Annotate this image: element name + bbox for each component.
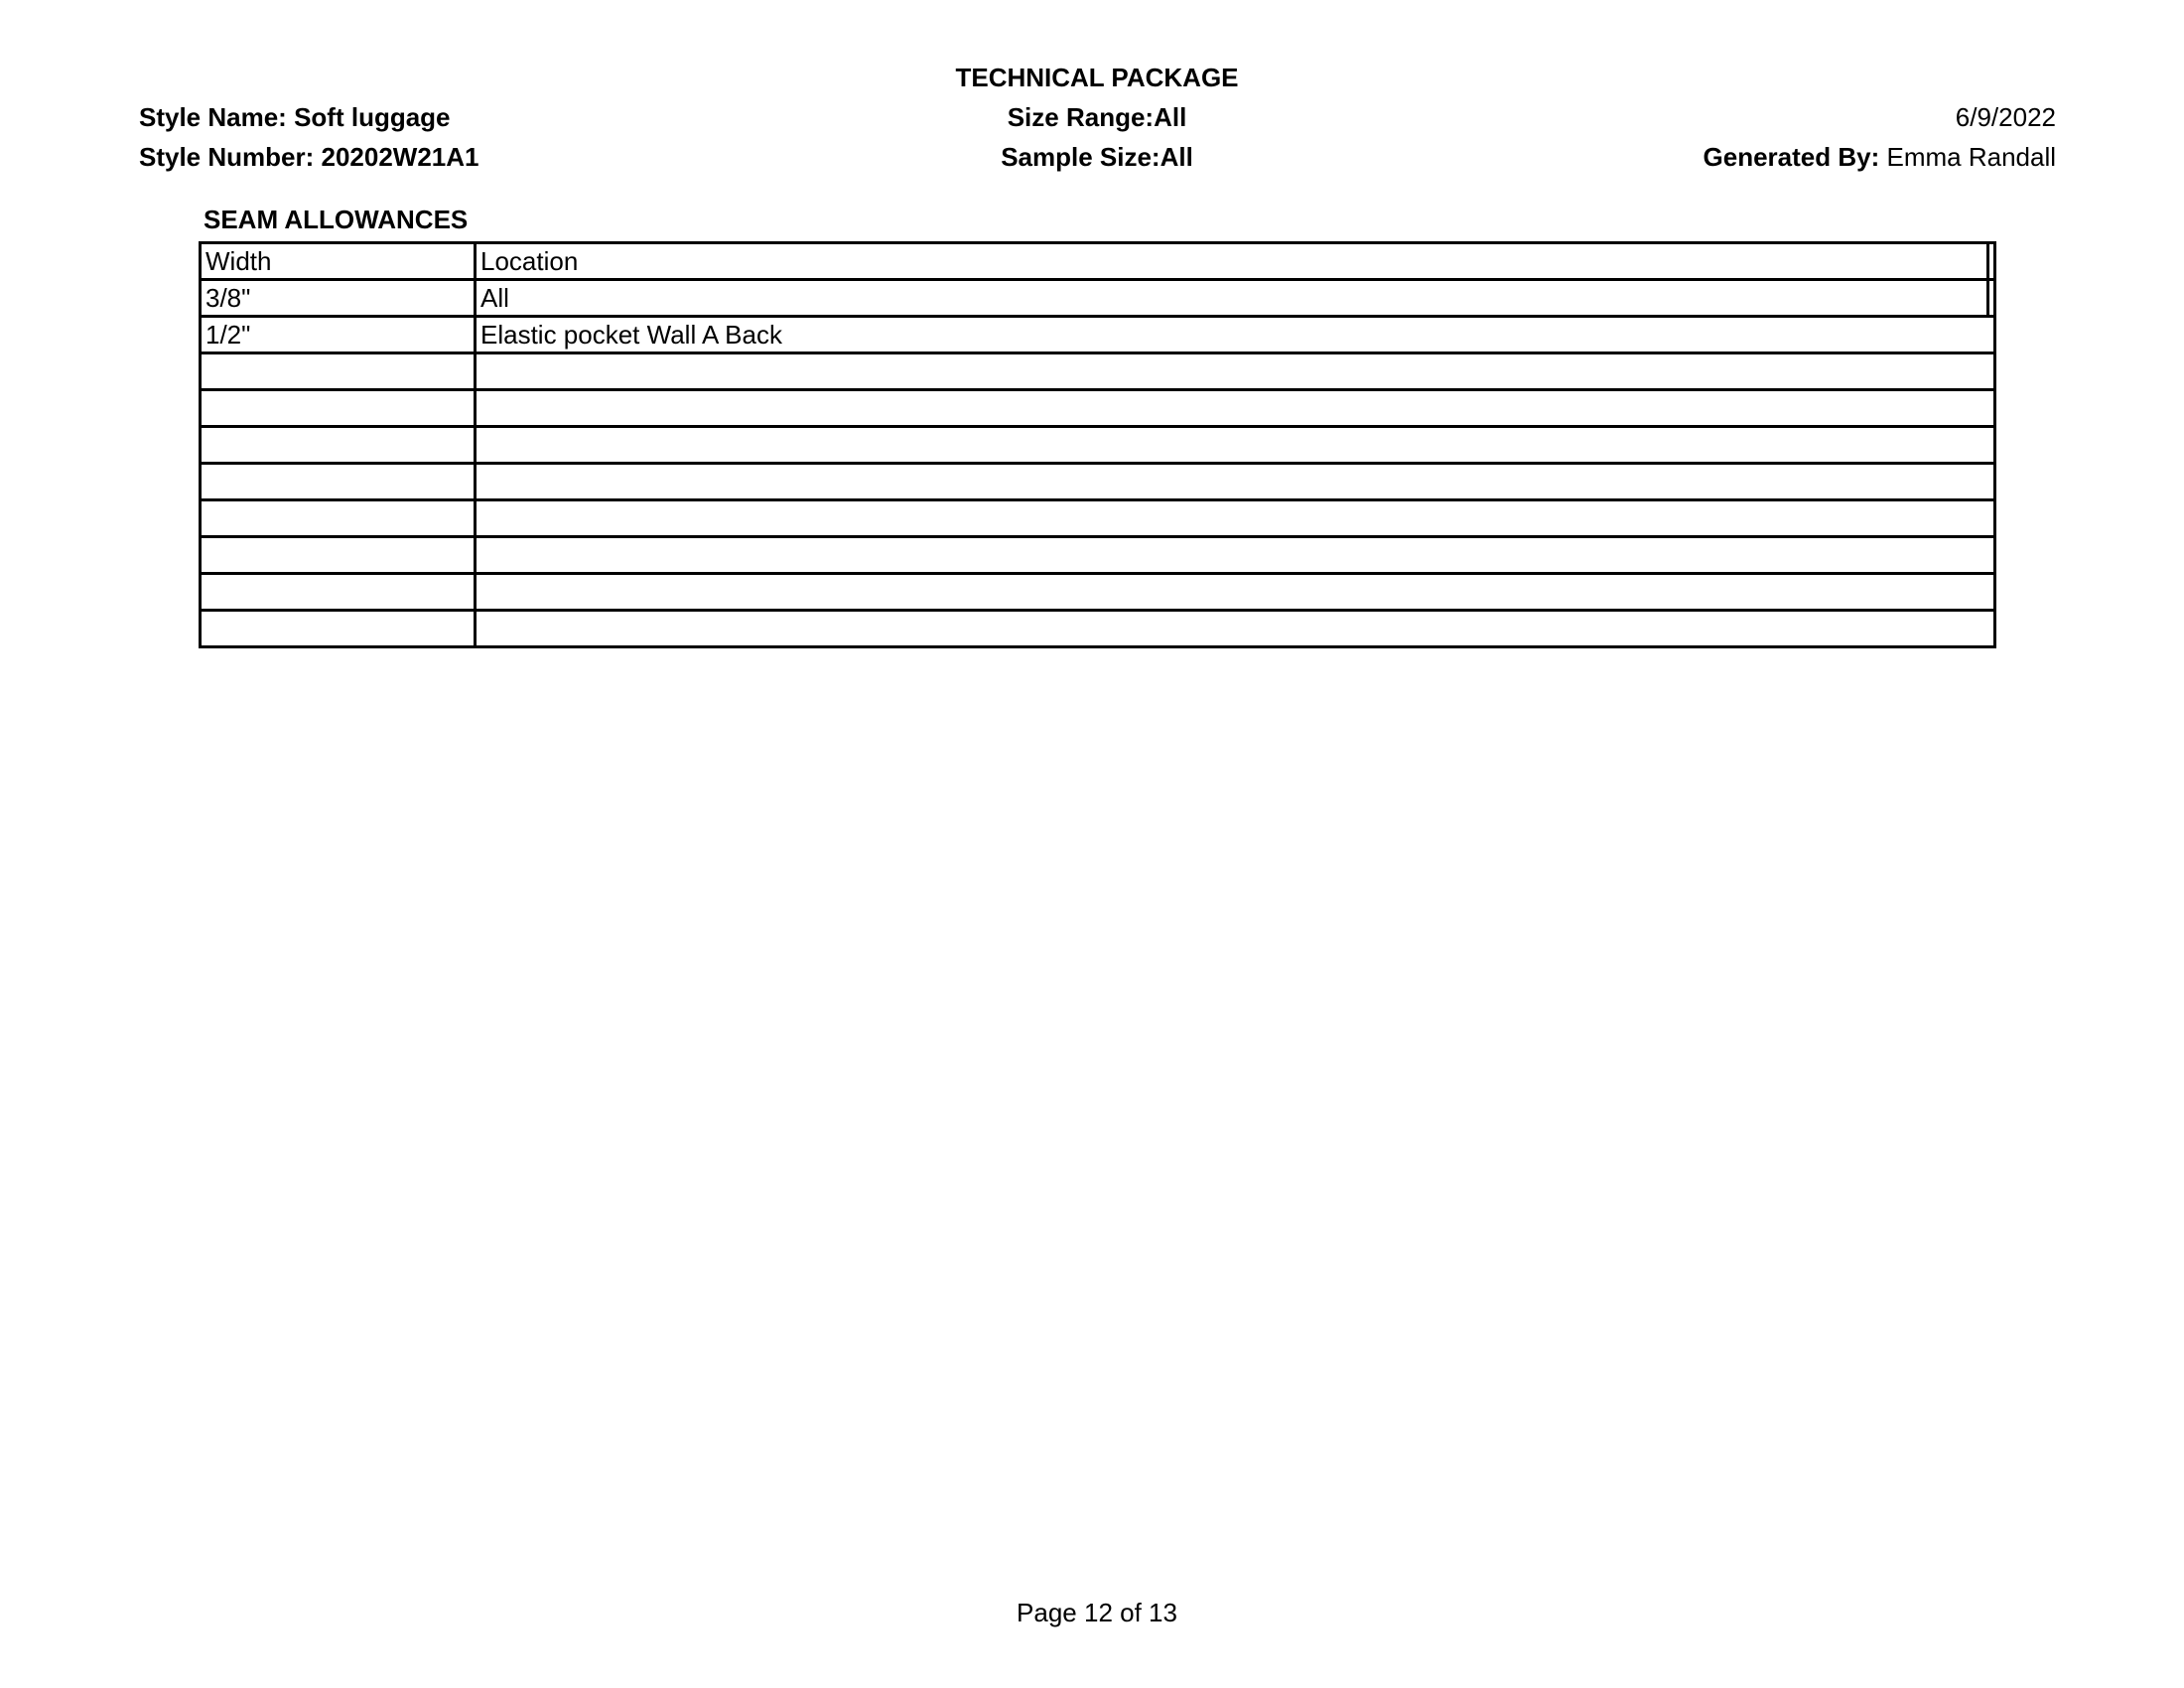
table-row xyxy=(201,390,1995,427)
width-cell xyxy=(201,537,476,574)
generated-by-value: Emma Randall xyxy=(1886,142,2056,172)
table-header-row xyxy=(201,243,1995,280)
style-name-value: Soft luggage xyxy=(294,102,451,132)
document-date: 6/9/2022 xyxy=(1955,102,2056,132)
location-cell: All xyxy=(476,280,1995,317)
column-header-location: Location xyxy=(476,243,1995,280)
style-name-label: Style Name: xyxy=(139,102,287,132)
table-row xyxy=(201,353,1995,390)
table-row xyxy=(201,464,1995,500)
width-cell xyxy=(201,611,476,647)
location-cell xyxy=(476,390,1995,427)
table-row xyxy=(201,611,1995,647)
location-cell xyxy=(476,464,1995,500)
location-cell xyxy=(476,574,1995,611)
width-cell: 3/8" xyxy=(201,280,476,317)
table-row xyxy=(201,500,1995,537)
width-cell xyxy=(201,464,476,500)
style-name xyxy=(139,101,451,133)
generated-by-label: Generated By: xyxy=(1703,142,1880,172)
generated-by xyxy=(1704,141,2056,173)
table-row xyxy=(201,537,1995,574)
location-cell xyxy=(476,537,1995,574)
table-row xyxy=(201,427,1995,464)
section-title: SEAM ALLOWANCES xyxy=(204,205,469,234)
location-cell xyxy=(476,427,1995,464)
width-cell xyxy=(201,390,476,427)
width-cell xyxy=(201,353,476,390)
width-cell xyxy=(201,574,476,611)
width-cell xyxy=(201,427,476,464)
sample-size: Sample Size:All xyxy=(1001,142,1193,172)
page-number: Page 12 of 13 xyxy=(1017,1598,1177,1627)
style-number xyxy=(139,141,479,173)
location-cell xyxy=(476,611,1995,647)
table-row xyxy=(201,317,1995,353)
size-range: Size Range:All xyxy=(1007,102,1187,132)
location-cell: Elastic pocket Wall A Back xyxy=(476,317,1995,353)
table-row xyxy=(201,280,1995,317)
location-cell xyxy=(476,500,1995,537)
seam-allowances-table xyxy=(199,241,1996,648)
width-cell: 1/2" xyxy=(201,317,476,353)
column-header-width: Width xyxy=(201,243,476,280)
location-cell xyxy=(476,353,1995,390)
width-cell xyxy=(201,500,476,537)
style-number-value: 20202W21A1 xyxy=(321,142,479,172)
style-number-label: Style Number: xyxy=(139,142,315,172)
document-title: TECHNICAL PACKAGE xyxy=(955,63,1239,92)
table-row xyxy=(201,574,1995,611)
